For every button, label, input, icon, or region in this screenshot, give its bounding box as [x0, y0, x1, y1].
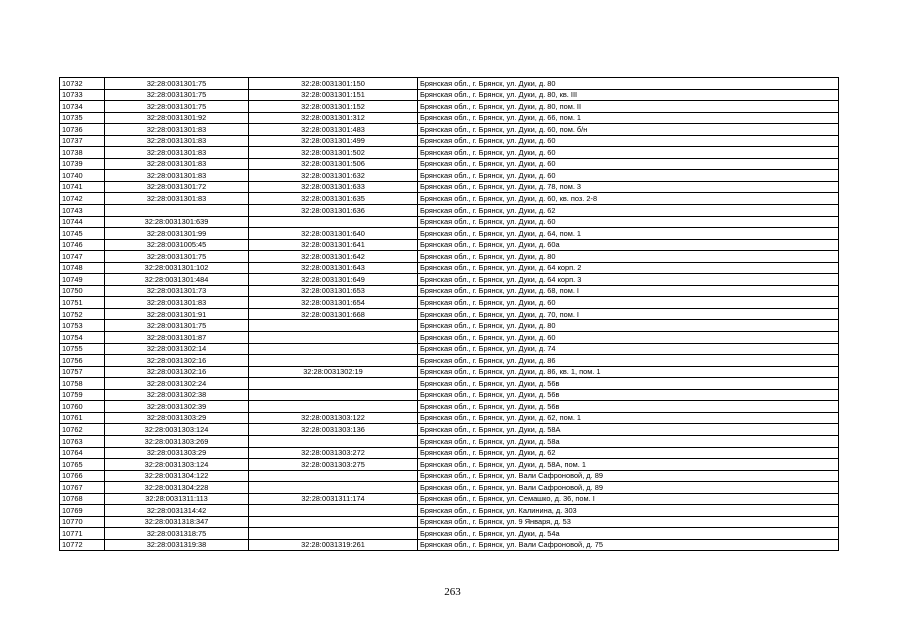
- record-number-cell: 10753: [60, 320, 105, 332]
- address-cell: Брянская обл., г. Брянск, ул. Вали Сафроновой, д. 75: [418, 539, 839, 551]
- table-row: [60, 528, 839, 540]
- building-cadastral-number-cell: [249, 216, 418, 228]
- table-row: [60, 205, 839, 217]
- land-cadastral-number-cell: 32:28:0031301:72: [105, 181, 249, 193]
- building-cadastral-number-cell: [249, 401, 418, 413]
- address-cell: Брянская обл., г. Брянск, ул. Дуки, д. 60, пом. б/н: [418, 124, 839, 136]
- address-cell: Брянская обл., г. Брянск, ул. Дуки, д. 78, пом. 3: [418, 181, 839, 193]
- land-cadastral-number-cell: 32:28:0031301:87: [105, 332, 249, 344]
- record-number-cell: 10757: [60, 366, 105, 378]
- record-number-cell: 10747: [60, 251, 105, 263]
- building-cadastral-number-cell: [249, 470, 418, 482]
- land-cadastral-number-cell: 32:28:0031304:228: [105, 482, 249, 494]
- address-cell: Брянская обл., г. Брянск, ул. Дуки, д. 80: [418, 78, 839, 90]
- building-cadastral-number-cell: 32:28:0031303:122: [249, 412, 418, 424]
- record-number-cell: 10732: [60, 78, 105, 90]
- address-cell: Брянская обл., г. Брянск, ул. Дуки, д. 60: [418, 297, 839, 309]
- table-row: [60, 389, 839, 401]
- table-row: [60, 274, 839, 286]
- land-cadastral-number-cell: 32:28:0031301:99: [105, 228, 249, 240]
- address-cell: Брянская обл., г. Брянск, ул. Вали Сафроновой, д. 89: [418, 470, 839, 482]
- building-cadastral-number-cell: 32:28:0031301:640: [249, 228, 418, 240]
- address-cell: Брянская обл., г. Брянск, ул. Дуки, д. 56в: [418, 389, 839, 401]
- address-cell: Брянская обл., г. Брянск, ул. Дуки, д. 60, кв. поз. 2-8: [418, 193, 839, 205]
- land-cadastral-number-cell: 32:28:0031301:83: [105, 158, 249, 170]
- record-number-cell: 10765: [60, 459, 105, 471]
- address-cell: Брянская обл., г. Брянск, ул. Калинина, д. 303: [418, 505, 839, 517]
- land-cadastral-number-cell: 32:28:0031301:83: [105, 124, 249, 136]
- table-row: [60, 539, 839, 551]
- land-cadastral-number-cell: 32:28:0031301:75: [105, 251, 249, 263]
- address-cell: Брянская обл., г. Брянск, ул. Дуки, д. 60: [418, 332, 839, 344]
- building-cadastral-number-cell: [249, 435, 418, 447]
- address-cell: Брянская обл., г. Брянск, ул. Дуки, д. 66, пом. 1: [418, 112, 839, 124]
- land-cadastral-number-cell: 32:28:0031301:75: [105, 78, 249, 90]
- registry-table-body: [60, 78, 839, 551]
- land-cadastral-number-cell: 32:28:0031319:38: [105, 539, 249, 551]
- record-number-cell: 10751: [60, 297, 105, 309]
- building-cadastral-number-cell: 32:28:0031301:653: [249, 285, 418, 297]
- table-row: [60, 505, 839, 517]
- land-cadastral-number-cell: 32:28:0031302:38: [105, 389, 249, 401]
- land-cadastral-number-cell: 32:28:0031304:122: [105, 470, 249, 482]
- record-number-cell: 10762: [60, 424, 105, 436]
- record-number-cell: 10761: [60, 412, 105, 424]
- land-cadastral-number-cell: 32:28:0031303:124: [105, 424, 249, 436]
- land-cadastral-number-cell: 32:28:0031301:92: [105, 112, 249, 124]
- address-cell: Брянская обл., г. Брянск, ул. Дуки, д. 58А: [418, 424, 839, 436]
- building-cadastral-number-cell: 32:28:0031311:174: [249, 493, 418, 505]
- record-number-cell: 10741: [60, 181, 105, 193]
- table-row: [60, 366, 839, 378]
- table-row: [60, 124, 839, 136]
- building-cadastral-number-cell: 32:28:0031301:641: [249, 239, 418, 251]
- land-cadastral-number-cell: 32:28:0031301:639: [105, 216, 249, 228]
- address-cell: Брянская обл., г. Брянск, ул. Семашко, д. 36, пом. I: [418, 493, 839, 505]
- land-cadastral-number-cell: 32:28:0031301:102: [105, 262, 249, 274]
- record-number-cell: 10771: [60, 528, 105, 540]
- land-cadastral-number-cell: 32:28:0031301:83: [105, 135, 249, 147]
- table-row: [60, 516, 839, 528]
- address-cell: Брянская обл., г. Брянск, ул. Дуки, д. 74: [418, 343, 839, 355]
- table-row: [60, 193, 839, 205]
- table-row: [60, 216, 839, 228]
- address-cell: Брянская обл., г. Брянск, ул. Дуки, д. 56в: [418, 401, 839, 413]
- registry-table: [59, 77, 839, 551]
- address-cell: Брянская обл., г. Брянск, ул. Дуки, д. 62: [418, 447, 839, 459]
- address-cell: Брянская обл., г. Брянск, ул. Дуки, д. 62: [418, 205, 839, 217]
- building-cadastral-number-cell: 32:28:0031301:654: [249, 297, 418, 309]
- address-cell: Брянская обл., г. Брянск, ул. Дуки, д. 60: [418, 147, 839, 159]
- table-row: [60, 239, 839, 251]
- land-cadastral-number-cell: 32:28:0031318:75: [105, 528, 249, 540]
- record-number-cell: 10748: [60, 262, 105, 274]
- building-cadastral-number-cell: 32:28:0031301:668: [249, 308, 418, 320]
- table-row: [60, 285, 839, 297]
- building-cadastral-number-cell: 32:28:0031301:152: [249, 101, 418, 113]
- address-cell: Брянская обл., г. Брянск, ул. Дуки, д. 58А, пом. 1: [418, 459, 839, 471]
- table-row: [60, 228, 839, 240]
- land-cadastral-number-cell: 32:28:0031318:347: [105, 516, 249, 528]
- address-cell: Брянская обл., г. Брянск, ул. Вали Сафроновой, д. 89: [418, 482, 839, 494]
- building-cadastral-number-cell: 32:28:0031301:633: [249, 181, 418, 193]
- address-cell: Брянская обл., г. Брянск, ул. Дуки, д. 80: [418, 251, 839, 263]
- building-cadastral-number-cell: 32:28:0031301:483: [249, 124, 418, 136]
- page-number: 263: [444, 586, 461, 598]
- table-row: [60, 135, 839, 147]
- land-cadastral-number-cell: 32:28:0031302:16: [105, 355, 249, 367]
- table-row: [60, 412, 839, 424]
- land-cadastral-number-cell: 32:28:0031314:42: [105, 505, 249, 517]
- table-row: [60, 89, 839, 101]
- land-cadastral-number-cell: 32:28:0031303:124: [105, 459, 249, 471]
- land-cadastral-number-cell: 32:28:0031303:269: [105, 435, 249, 447]
- building-cadastral-number-cell: [249, 528, 418, 540]
- address-cell: Брянская обл., г. Брянск, ул. Дуки, д. 80: [418, 320, 839, 332]
- building-cadastral-number-cell: 32:28:0031301:635: [249, 193, 418, 205]
- record-number-cell: 10756: [60, 355, 105, 367]
- record-number-cell: 10764: [60, 447, 105, 459]
- building-cadastral-number-cell: [249, 505, 418, 517]
- address-cell: Брянская обл., г. Брянск, ул. Дуки, д. 56в: [418, 378, 839, 390]
- record-number-cell: 10734: [60, 101, 105, 113]
- record-number-cell: 10763: [60, 435, 105, 447]
- address-cell: Брянская обл., г. Брянск, ул. Дуки, д. 86, кв. 1, пом. 1: [418, 366, 839, 378]
- building-cadastral-number-cell: 32:28:0031301:312: [249, 112, 418, 124]
- table-row: [60, 78, 839, 90]
- table-row: [60, 332, 839, 344]
- record-number-cell: 10735: [60, 112, 105, 124]
- land-cadastral-number-cell: 32:28:0031302:24: [105, 378, 249, 390]
- table-row: [60, 493, 839, 505]
- building-cadastral-number-cell: 32:28:0031301:643: [249, 262, 418, 274]
- land-cadastral-number-cell: 32:28:0031303:29: [105, 412, 249, 424]
- address-cell: Брянская обл., г. Брянск, ул. Дуки, д. 60: [418, 170, 839, 182]
- building-cadastral-number-cell: 32:28:0031303:272: [249, 447, 418, 459]
- table-row: [60, 343, 839, 355]
- building-cadastral-number-cell: [249, 389, 418, 401]
- building-cadastral-number-cell: [249, 355, 418, 367]
- table-row: [60, 447, 839, 459]
- land-cadastral-number-cell: [105, 205, 249, 217]
- land-cadastral-number-cell: 32:28:0031301:75: [105, 101, 249, 113]
- land-cadastral-number-cell: 32:28:0031301:83: [105, 170, 249, 182]
- building-cadastral-number-cell: 32:28:0031319:261: [249, 539, 418, 551]
- address-cell: Брянская обл., г. Брянск, ул. Дуки, д. 86: [418, 355, 839, 367]
- table-row: [60, 181, 839, 193]
- record-number-cell: 10755: [60, 343, 105, 355]
- record-number-cell: 10740: [60, 170, 105, 182]
- record-number-cell: 10754: [60, 332, 105, 344]
- address-cell: Брянская обл., г. Брянск, ул. Дуки, д. 60: [418, 158, 839, 170]
- land-cadastral-number-cell: 32:28:0031301:73: [105, 285, 249, 297]
- record-number-cell: 10737: [60, 135, 105, 147]
- record-number-cell: 10768: [60, 493, 105, 505]
- table-row: [60, 251, 839, 263]
- record-number-cell: 10745: [60, 228, 105, 240]
- record-number-cell: 10766: [60, 470, 105, 482]
- table-row: [60, 459, 839, 471]
- building-cadastral-number-cell: 32:28:0031303:136: [249, 424, 418, 436]
- land-cadastral-number-cell: 32:28:0031303:29: [105, 447, 249, 459]
- land-cadastral-number-cell: 32:28:0031302:14: [105, 343, 249, 355]
- address-cell: Брянская обл., г. Брянск, ул. Дуки, д. 54а: [418, 528, 839, 540]
- record-number-cell: 10750: [60, 285, 105, 297]
- land-cadastral-number-cell: 32:28:0031301:83: [105, 193, 249, 205]
- record-number-cell: 10733: [60, 89, 105, 101]
- land-cadastral-number-cell: 32:28:0031301:75: [105, 89, 249, 101]
- address-cell: Брянская обл., г. Брянск, ул. Дуки, д. 60: [418, 216, 839, 228]
- building-cadastral-number-cell: 32:28:0031301:642: [249, 251, 418, 263]
- record-number-cell: 10742: [60, 193, 105, 205]
- building-cadastral-number-cell: 32:28:0031301:150: [249, 78, 418, 90]
- address-cell: Брянская обл., г. Брянск, ул. Дуки, д. 58а: [418, 435, 839, 447]
- building-cadastral-number-cell: 32:28:0031302:19: [249, 366, 418, 378]
- address-cell: Брянская обл., г. Брянск, ул. Дуки, д. 68, пом. I: [418, 285, 839, 297]
- record-number-cell: 10743: [60, 205, 105, 217]
- record-number-cell: 10759: [60, 389, 105, 401]
- address-cell: Брянская обл., г. Брянск, ул. Дуки, д. 60а: [418, 239, 839, 251]
- table-row: [60, 482, 839, 494]
- address-cell: Брянская обл., г. Брянск, ул. Дуки, д. 70, пом. I: [418, 308, 839, 320]
- address-cell: Брянская обл., г. Брянск, ул. 9 Января, д. 53: [418, 516, 839, 528]
- address-cell: Брянская обл., г. Брянск, ул. Дуки, д. 60: [418, 135, 839, 147]
- building-cadastral-number-cell: 32:28:0031301:151: [249, 89, 418, 101]
- table-row: [60, 112, 839, 124]
- table-row: [60, 158, 839, 170]
- building-cadastral-number-cell: 32:28:0031301:632: [249, 170, 418, 182]
- building-cadastral-number-cell: [249, 343, 418, 355]
- address-cell: Брянская обл., г. Брянск, ул. Дуки, д. 64 корп. 2: [418, 262, 839, 274]
- record-number-cell: 10736: [60, 124, 105, 136]
- table-row: [60, 101, 839, 113]
- record-number-cell: 10772: [60, 539, 105, 551]
- land-cadastral-number-cell: 32:28:0031311:113: [105, 493, 249, 505]
- table-row: [60, 262, 839, 274]
- land-cadastral-number-cell: 32:28:0031301:75: [105, 320, 249, 332]
- building-cadastral-number-cell: 32:28:0031301:506: [249, 158, 418, 170]
- record-number-cell: 10760: [60, 401, 105, 413]
- building-cadastral-number-cell: 32:28:0031301:649: [249, 274, 418, 286]
- record-number-cell: 10770: [60, 516, 105, 528]
- record-number-cell: 10738: [60, 147, 105, 159]
- table-row: [60, 378, 839, 390]
- address-cell: Брянская обл., г. Брянск, ул. Дуки, д. 80, пом. II: [418, 101, 839, 113]
- record-number-cell: 10758: [60, 378, 105, 390]
- table-row: [60, 297, 839, 309]
- building-cadastral-number-cell: 32:28:0031303:275: [249, 459, 418, 471]
- address-cell: Брянская обл., г. Брянск, ул. Дуки, д. 80, кв. III: [418, 89, 839, 101]
- table-row: [60, 435, 839, 447]
- building-cadastral-number-cell: [249, 516, 418, 528]
- record-number-cell: 10752: [60, 308, 105, 320]
- address-cell: Брянская обл., г. Брянск, ул. Дуки, д. 64 корп. 3: [418, 274, 839, 286]
- building-cadastral-number-cell: 32:28:0031301:502: [249, 147, 418, 159]
- table-row: [60, 320, 839, 332]
- building-cadastral-number-cell: 32:28:0031301:499: [249, 135, 418, 147]
- building-cadastral-number-cell: 32:28:0031301:636: [249, 205, 418, 217]
- record-number-cell: 10739: [60, 158, 105, 170]
- building-cadastral-number-cell: [249, 320, 418, 332]
- table-row: [60, 470, 839, 482]
- table-row: [60, 401, 839, 413]
- land-cadastral-number-cell: 32:28:0031302:39: [105, 401, 249, 413]
- building-cadastral-number-cell: [249, 482, 418, 494]
- record-number-cell: 10746: [60, 239, 105, 251]
- land-cadastral-number-cell: 32:28:0031301:83: [105, 147, 249, 159]
- land-cadastral-number-cell: 32:28:0031302:16: [105, 366, 249, 378]
- building-cadastral-number-cell: [249, 378, 418, 390]
- land-cadastral-number-cell: 32:28:0031301:484: [105, 274, 249, 286]
- table-row: [60, 355, 839, 367]
- table-row: [60, 147, 839, 159]
- address-cell: Брянская обл., г. Брянск, ул. Дуки, д. 62, пом. 1: [418, 412, 839, 424]
- building-cadastral-number-cell: [249, 332, 418, 344]
- land-cadastral-number-cell: 32:28:0031301:91: [105, 308, 249, 320]
- land-cadastral-number-cell: 32:28:0031005:45: [105, 239, 249, 251]
- table-row: [60, 170, 839, 182]
- record-number-cell: 10767: [60, 482, 105, 494]
- record-number-cell: 10749: [60, 274, 105, 286]
- land-cadastral-number-cell: 32:28:0031301:83: [105, 297, 249, 309]
- table-row: [60, 424, 839, 436]
- record-number-cell: 10744: [60, 216, 105, 228]
- address-cell: Брянская обл., г. Брянск, ул. Дуки, д. 64, пом. 1: [418, 228, 839, 240]
- record-number-cell: 10769: [60, 505, 105, 517]
- table-row: [60, 308, 839, 320]
